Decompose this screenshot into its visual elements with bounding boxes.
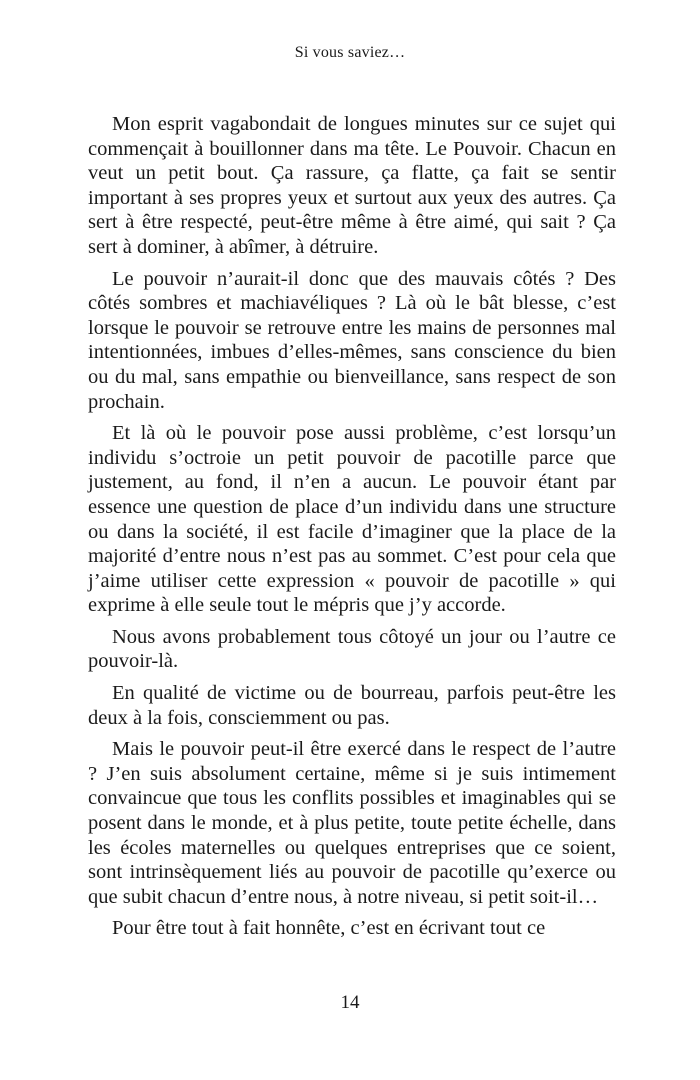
paragraph: Et là où le pouvoir pose aussi problème, c’est lorsqu’un individu s’octroie un petit pouvoir de pacotille parce que justement, au fond, il n’en a aucun. Le pouvoir étant par essence une question de place d’un individu dans une structure ou dans la société, il est facile d’imaginer que la place de la majorité d’entre nous n’est pas au sommet. C’est pour cela que j’aime utiliser cette expression « pouvoir de pacotille » qui exprime à elle seule tout le mépris que j’y accorde.	[88, 422, 616, 617]
paragraph: Mais le pouvoir peut-il être exercé dans le respect de l’autre ? J’en suis absolument certaine, même si je suis intimement convaincue que tous les conflits possibles et imaginables qui se posent dans le monde, et à plus petite, toute petite échelle, dans les écoles maternelles ou quelques entreprises que ce soient, sont intrinsèquement liés au pouvoir de pacotille qu’exerce ou que subit chacun d’entre nous, à notre niveau, si petit soit-il…	[88, 738, 616, 908]
paragraph: Pour être tout à fait honnête, c’est en écrivant tout ce	[112, 917, 546, 940]
paragraph: Nous avons probablement tous côtoyé un jour ou l’autre ce pouvoir-là.	[88, 625, 616, 673]
paragraph: Mon esprit vagabondait de longues minutes sur ce sujet qui commençait à bouillonner dans ma tête. Le Pouvoir. Chacun en veut un petit bout. Ça rassure, ça flatte, ça fait se sentir important à ses propres yeux et surtout aux yeux des autres. Ça sert à être respecté, peut-être même à être aimé, qui sait ? Ça sert à dominer, à abîmer, à détruire.	[88, 113, 616, 258]
running-header: Si vous saviez…	[294, 44, 406, 61]
paragraph: Le pouvoir n’aurait-il donc que des mauvais côtés ? Des côtés sombres et machiavéliques ? Là où le bât blesse, c’est lorsque le pouvoir se retrouve entre les mains de personnes mal intentionnées, imbues d’elles-mêmes, sans conscience du bien ou du mal, sans empathie ou bienveillance, sans respect de son prochain.	[88, 267, 616, 413]
page-number: 14	[340, 992, 360, 1013]
paragraph: En qualité de victime ou de bourreau, parfois peut-être les deux à la fois, consciemment ou pas.	[88, 682, 616, 729]
body-text	[88, 112, 616, 948]
